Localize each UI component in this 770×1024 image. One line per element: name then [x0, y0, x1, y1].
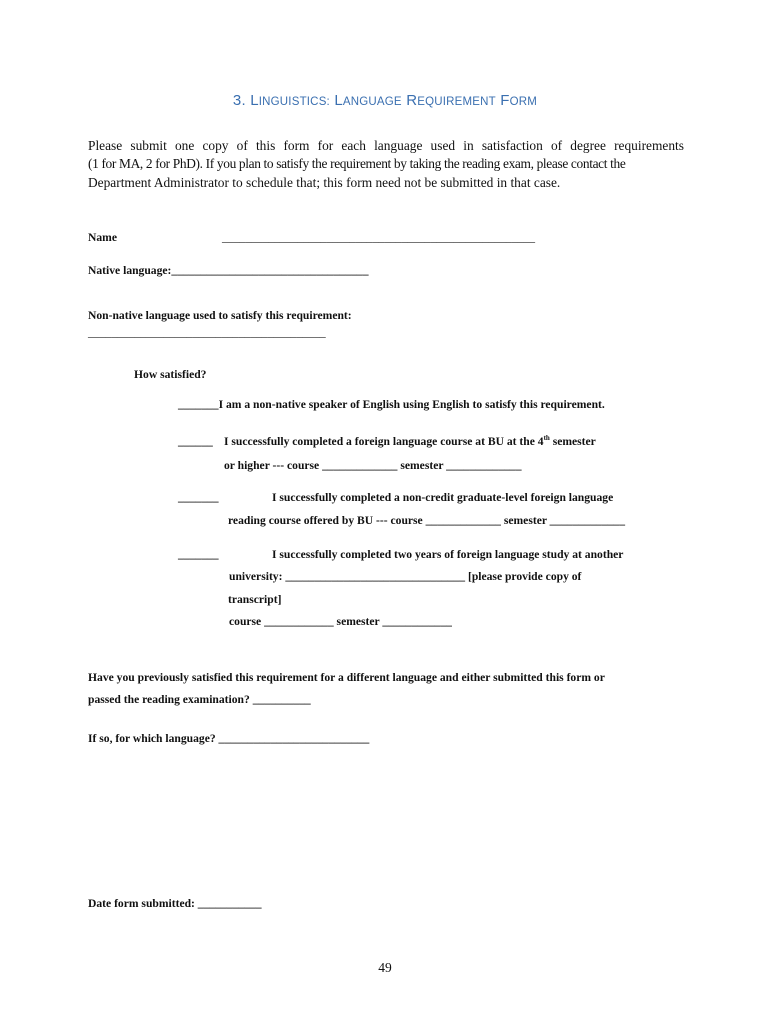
non-native-language-field[interactable]: _________________________________________ [88, 326, 326, 339]
name-field[interactable]: ______________________________________________________ [222, 231, 536, 244]
intro-line-1: Please submit one copy of this form for each language used in satisfaction of degree requirements [88, 138, 684, 153]
previous-question-line-1: Have you previously satisfied this requirement for a different language and either submitted this form or [88, 671, 605, 684]
superscript: th [543, 434, 550, 443]
option-other-university-field[interactable]: university: _______________________________ [please provide copy of [229, 570, 582, 583]
which-language-field[interactable]: If so, for which language? __________________________ [88, 732, 370, 745]
option-reading-course-text: I successfully completed a non-credit graduate-level foreign language [272, 491, 614, 504]
option-bu-course-details[interactable]: or higher --- course _____________ semester _____________ [224, 459, 522, 472]
option-bu-course-text [224, 435, 596, 448]
date-submitted-field[interactable]: Date form submitted: ___________ [88, 897, 262, 910]
title-initial: F [500, 92, 510, 109]
option-bu-course-blank[interactable]: ______ [178, 435, 213, 448]
title-word: ORM [509, 96, 538, 108]
title-word: INGUISTICS: [258, 96, 330, 108]
option-reading-course-blank[interactable]: _______ [178, 491, 219, 504]
option-reading-course-details[interactable]: reading course offered by BU --- course _____________ semester _____________ [228, 514, 626, 527]
option-other-university-transcript: transcript] [228, 593, 282, 606]
title-initial: L [250, 92, 259, 109]
previous-question-field[interactable]: passed the reading examination? __________ [88, 693, 311, 706]
title-word: EQUIREMENT [417, 96, 496, 108]
option-native-english[interactable]: _______I am a non-native speaker of English using English to satisfy this requirement. [178, 398, 605, 411]
title-word: ANGUAGE [342, 96, 402, 108]
option-other-university-course[interactable]: course ____________ semester ____________ [229, 615, 452, 628]
non-native-language-label: Non-native language used to satisfy this requirement: [88, 309, 352, 322]
page-number: 49 [378, 960, 392, 975]
intro-line-3: Department Administrator to schedule that; this form need not be submitted in that case. [88, 175, 561, 190]
option-bu-course-label: I successfully completed a foreign language course at BU at the 4 [224, 435, 544, 448]
option-bu-course-label-end: semester [549, 435, 596, 448]
native-language-field[interactable]: Native language:__________________________________ [88, 264, 369, 277]
how-satisfied-heading: How satisfied? [134, 368, 207, 381]
option-other-university-blank[interactable]: _______ [178, 548, 219, 561]
title-number: 3. [232, 92, 246, 109]
title-initial: R [406, 92, 418, 109]
title-initial: L [334, 92, 343, 109]
name-label: Name [88, 231, 117, 244]
option-other-university-text: I successfully completed two years of foreign language study at another [272, 548, 624, 561]
form-title [0, 92, 770, 109]
intro-line-2: (1 for MA, 2 for PhD). If you plan to satisfy the requirement by taking the reading exam, please contact the [88, 156, 626, 171]
